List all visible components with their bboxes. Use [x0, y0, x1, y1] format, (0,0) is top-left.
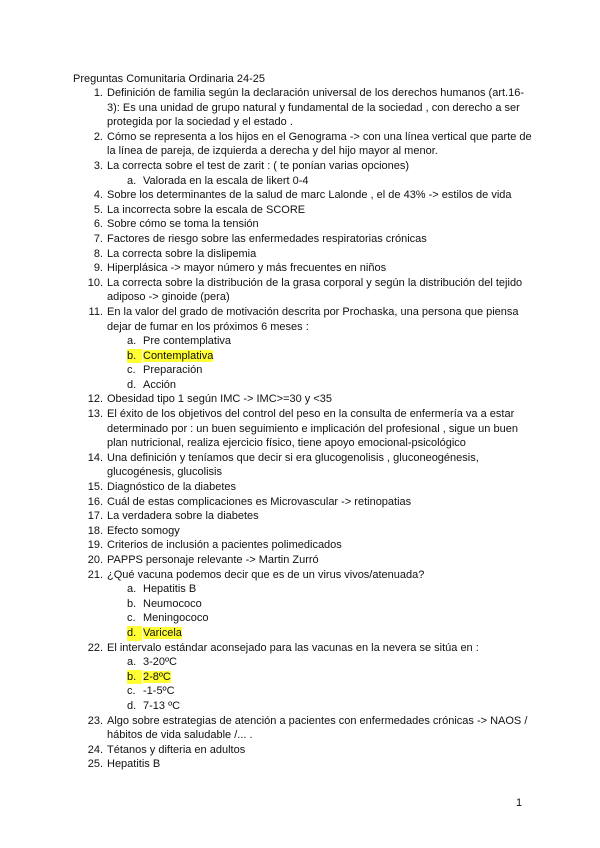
question-text: Cómo se representa a los hijos en el Genograma -> con una línea vertical que parte de la línea de pareja, de izquierda a derecha y del hijo mayor al menor. — [107, 130, 532, 158]
question-text: PAPPS personaje relevante -> Martin Zurró — [107, 554, 319, 566]
option-text: Neumococo — [143, 597, 202, 610]
option-text: Varicela — [143, 626, 182, 639]
option-text: Valorada en la escala de likert 0-4 — [143, 174, 309, 187]
option-letter: d. — [127, 699, 137, 712]
question-text: Criterios de inclusión a pacientes polimedicados — [107, 539, 342, 552]
question-text: El intervalo estándar aconsejado para las vacunas en la nevera se sitúa en : — [107, 641, 479, 654]
option-letter: b. — [127, 670, 142, 685]
answer-option — [73, 582, 533, 597]
question-item — [73, 305, 533, 334]
option-letter: a. — [127, 174, 137, 187]
question-item — [73, 217, 533, 232]
question-item — [73, 568, 533, 583]
question-number: 15. — [87, 481, 103, 494]
answer-option — [73, 363, 533, 378]
question-item — [73, 261, 533, 276]
option-text: 3-20ºC — [143, 656, 177, 669]
question-text: La correcta sobre el test de zarit : ( te ponían varias opciones) — [107, 159, 410, 172]
question-item — [73, 641, 533, 656]
question-item — [73, 538, 533, 553]
option-text: Meningococo — [143, 612, 209, 625]
option-letter: a. — [127, 335, 137, 348]
question-item — [73, 159, 533, 174]
option-text: Preparación — [143, 364, 203, 377]
document-title: Preguntas Comunitaria Ordinaria 24-25 — [73, 73, 265, 85]
question-item — [73, 524, 533, 539]
question-number: 2. — [93, 130, 103, 143]
answer-option — [73, 655, 533, 670]
question-item — [73, 553, 533, 568]
question-text: Una definición y teníamos que decir si era glucogenolisis , gluconeogénesis, glucogénesis, glucolisis — [107, 451, 479, 479]
question-number: 24. — [87, 743, 103, 756]
question-text: La verdadera sobre la diabetes — [107, 510, 259, 523]
question-text: Diagnóstico de la diabetes — [107, 481, 237, 494]
question-number: 3. — [93, 159, 103, 172]
question-number: 8. — [93, 247, 103, 260]
question-text: Hiperplásica -> mayor número y más frecuentes en niños — [107, 262, 387, 275]
option-letter: a. — [127, 656, 137, 669]
answer-option — [73, 611, 533, 626]
question-number: 19. — [87, 539, 103, 552]
question-number: 1. — [93, 87, 103, 99]
question-text: Definición de familia según la declaración universal de los derechos humanos (art.16-3): Es una unidad de grupo natural y fundamental de la sociedad , con derecho a ser protegida por la sociedad y el estado . — [107, 87, 525, 129]
question-list — [73, 86, 533, 772]
question-item — [73, 203, 533, 218]
question-item — [73, 743, 533, 758]
question-text: Algo sobre estrategias de atención a pacientes con enfermedades crónicas -> NAOS / hábitos de vida saludable /... . — [107, 714, 528, 742]
question-number: 21. — [87, 568, 103, 581]
answer-option — [73, 349, 533, 364]
option-letter: d. — [127, 626, 142, 641]
question-text: La incorrecta sobre la escala de SCORE — [107, 203, 306, 216]
option-text: 7-13 ºC — [143, 699, 181, 712]
question-number: 7. — [93, 232, 103, 245]
question-number: 10. — [87, 276, 103, 289]
option-text: -1-5ºC — [143, 685, 175, 698]
answer-option — [73, 626, 533, 641]
question-text: Hepatitis B — [107, 758, 161, 771]
question-number: 25. — [87, 758, 103, 771]
option-letter: c. — [127, 612, 136, 625]
question-text: Sobre los determinantes de la salud de marc Lalonde , el de 43% -> estilos de vida — [107, 189, 512, 202]
question-number: 5. — [93, 203, 103, 216]
question-number: 13. — [87, 408, 103, 421]
question-item — [73, 276, 533, 305]
option-text: 2-8ºC — [143, 670, 171, 683]
option-letter: c. — [127, 364, 136, 377]
question-item — [73, 480, 533, 495]
option-letter: b. — [127, 597, 137, 610]
question-text: Sobre cómo se toma la tensión — [107, 218, 259, 231]
question-item — [73, 86, 533, 130]
question-item — [73, 407, 533, 451]
option-letter: b. — [127, 349, 142, 364]
question-text: Factores de riesgo sobre las enfermedades respiratorias crónicas — [107, 232, 427, 245]
question-number: 18. — [87, 524, 103, 537]
question-number: 12. — [87, 393, 103, 406]
question-item — [73, 188, 533, 203]
option-letter: a. — [127, 583, 137, 596]
question-item — [73, 451, 533, 480]
option-letter: c. — [127, 685, 136, 698]
question-text: Obesidad tipo 1 según IMC -> IMC>=30 y <35 — [107, 393, 333, 406]
question-item — [73, 495, 533, 510]
answer-option — [73, 378, 533, 393]
question-text: ¿Qué vacuna podemos decir que es de un virus vivos/atenuada? — [107, 568, 425, 581]
question-text: Tétanos y difteria en adultos — [107, 743, 246, 756]
question-item — [73, 392, 533, 407]
question-item — [73, 247, 533, 262]
answer-option — [73, 334, 533, 349]
answer-option — [73, 174, 533, 189]
question-number: 14. — [87, 451, 103, 464]
page-number: 1 — [516, 797, 523, 809]
question-text: El éxito de los objetivos del control del peso en la consulta de enfermería va a estar determinado por : un buen seguimiento e implicación del profesional , sigue un buen plan nutricional, realiza ejercicio físico, tiene apoyo emocional-psicológico — [107, 408, 518, 450]
question-item — [73, 757, 533, 772]
question-number: 23. — [87, 714, 103, 727]
question-number: 6. — [93, 218, 103, 231]
question-number: 22. — [87, 641, 103, 654]
option-text: Contemplativa — [143, 349, 214, 362]
question-number: 16. — [87, 495, 103, 508]
question-number: 4. — [93, 189, 103, 202]
question-number: 20. — [87, 554, 103, 566]
answer-option — [73, 597, 533, 612]
question-item — [73, 714, 533, 743]
question-number: 17. — [87, 510, 103, 523]
question-item — [73, 509, 533, 524]
option-text: Pre contemplativa — [143, 335, 232, 348]
option-text: Hepatitis B — [143, 583, 197, 596]
question-item — [73, 130, 533, 159]
option-text: Acción — [143, 378, 177, 391]
answer-option — [73, 670, 533, 685]
question-text: Efecto somogy — [107, 524, 180, 537]
question-text: Cuál de estas complicaciones es Microvascular -> retinopatias — [107, 495, 412, 508]
answer-option — [73, 699, 533, 714]
question-text: En la valor del grado de motivación descrita por Prochaska, una persona que piensa dejar de fumar en los próximos 6 meses : — [107, 305, 519, 333]
answer-option — [73, 684, 533, 699]
question-text: La correcta sobre la dislipemia — [107, 247, 257, 260]
question-item — [73, 232, 533, 247]
question-number: 11. — [88, 305, 103, 318]
option-letter: d. — [127, 378, 137, 391]
question-text: La correcta sobre la distribución de la grasa corporal y según la distribución del tejido adiposo -> ginoide (pera) — [107, 276, 523, 304]
question-number: 9. — [93, 262, 103, 275]
